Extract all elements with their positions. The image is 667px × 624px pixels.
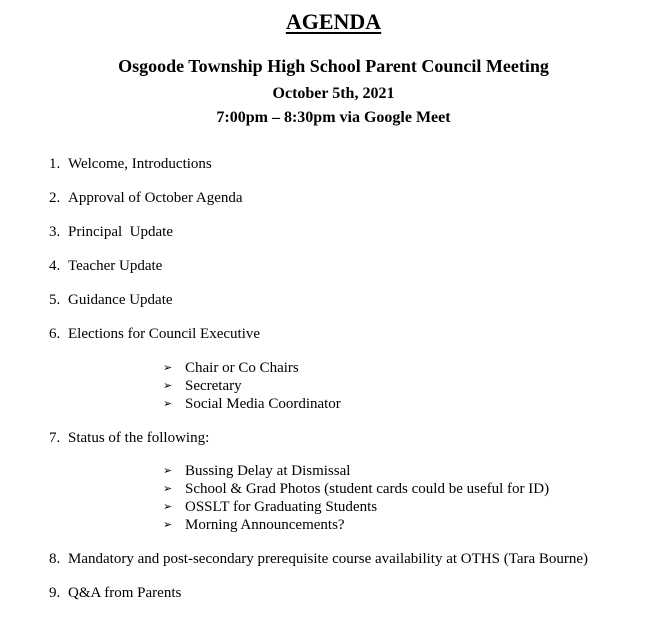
item-number: 7. (49, 430, 61, 446)
item-text: Principal Update (68, 224, 173, 240)
agenda-title: AGENDA (285, 9, 382, 34)
sub-item (163, 395, 341, 413)
arrow-bullet-icon: ➢ (163, 361, 173, 374)
sub-item (163, 498, 377, 516)
item-text: Q&A from Parents (68, 585, 182, 601)
arrow-bullet-icon: ➢ (163, 482, 173, 495)
sub-item (163, 377, 242, 395)
item-text: Guidance Update (68, 292, 173, 308)
agenda-item-elections (49, 325, 260, 343)
meeting-date: October 5th, 2021 (272, 85, 395, 102)
sub-item-text: School & Grad Photos (student cards could be useful for ID) (185, 481, 550, 497)
item-number: 1. (49, 156, 61, 172)
meeting-heading: Osgoode Township High School Parent Council Meeting (118, 56, 549, 76)
item-number: 2. (49, 190, 61, 206)
agenda-item-teacher (49, 257, 162, 275)
sub-item-text: OSSLT for Graduating Students (185, 499, 378, 515)
agenda-item-status (49, 429, 209, 447)
meeting-time: 7:00pm – 8:30pm via Google Meet (216, 109, 451, 126)
sub-item (163, 359, 299, 377)
sub-item-text: Secretary (185, 378, 242, 394)
item-number: 6. (49, 326, 61, 342)
item-number: 4. (49, 258, 61, 274)
item-text: Welcome, Introductions (68, 156, 212, 172)
sub-item (163, 516, 345, 534)
item-text: Teacher Update (68, 258, 163, 274)
arrow-bullet-icon: ➢ (163, 379, 173, 392)
sub-item-text: Bussing Delay at Dismissal (185, 463, 351, 479)
sub-item (163, 480, 549, 498)
sub-item-text: Chair or Co Chairs (185, 360, 299, 376)
item-number: 3. (49, 224, 61, 240)
sub-item-text: Morning Announcements? (185, 517, 345, 533)
arrow-bullet-icon: ➢ (163, 397, 173, 410)
sub-item (163, 462, 350, 480)
agenda-item-guidance (49, 291, 173, 309)
sub-item-text: Social Media Coordinator (185, 396, 341, 412)
item-text: Status of the following: (68, 430, 210, 446)
item-text: Elections for Council Executive (68, 326, 261, 342)
arrow-bullet-icon: ➢ (163, 518, 173, 531)
agenda-item-course-availability (49, 550, 588, 568)
arrow-bullet-icon: ➢ (163, 464, 173, 477)
arrow-bullet-icon: ➢ (163, 500, 173, 513)
agenda-item-principal (49, 223, 173, 241)
item-text: Mandatory and post-secondary prerequisite course availability at OTHS (Tara Bourne) (68, 551, 589, 567)
item-text: Approval of October Agenda (68, 190, 243, 206)
agenda-item-qa (49, 584, 181, 602)
item-number: 8. (49, 551, 61, 567)
item-number: 9. (49, 585, 61, 601)
item-number: 5. (49, 292, 61, 308)
agenda-item-welcome (49, 155, 212, 173)
agenda-item-approval (49, 189, 243, 207)
